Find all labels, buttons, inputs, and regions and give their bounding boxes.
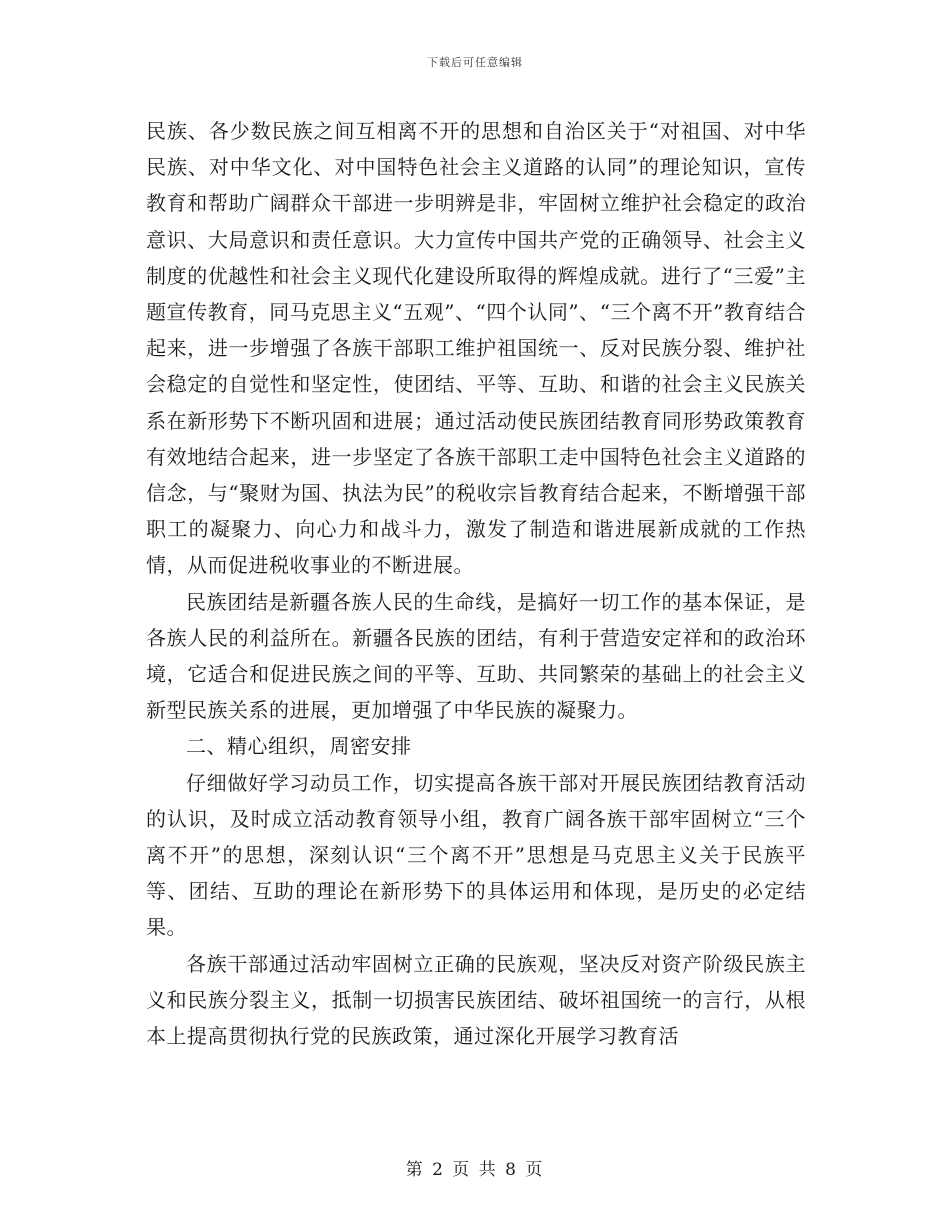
paragraph-1: 民族、各少数民族之间互相离不开的思想和自治区关于“对祖国、对中华民族、对中华文化、对中国特色社会主义道路的认同”的理论知识，宣传教育和帮助广阔群众干部进一步明辨是非，牢固树立维护社会稳定的政治意识、大局意识和责任意识。大力宣传中国共产党的正确领导、社会主义制度的优越性和社会主义现代化建设所取得的辉煌成就。进行了“三爱”主题宣传教育，同马克思主义“五观”、“四个认同”、“三个离不开”教育结合起来，进一步增强了各族干部职工维护祖国统一、反对民族分裂、维护社会稳定的自觉性和坚定性，使团结、平等、互助、和谐的社会主义民族关系在新形势下不断巩固和进展；通过活动使民族团结教育同形势政策教育有效地结合起来，进一步坚定了各族干部职工走中国特色社会主义道路的信念，与“聚财为国、执法为民”的税收宗旨教育结合起来，不断增强干部职工的凝聚力、向心力和战斗力，激发了制造和谐进展新成就的工作热情，从而促进税收事业的不断进展。 — [146, 119, 806, 578]
page-number: 第 2 页 共 8 页 — [405, 1160, 545, 1180]
document-body — [146, 113, 806, 1054]
paragraph-2: 民族团结是新疆各族人民的生命线，是搞好一切工作的基本保证，是各族人民的利益所在。新疆各民族的团结，有利于营造安定祥和的政治环境，它适合和促进民族之间的平等、互助、共同繁荣的基础上的社会主义新型民族关系的进展，更加增强了中华民族的凝聚力。 — [146, 589, 806, 723]
page-header-note: 下载后可任意编辑 — [427, 56, 523, 69]
paragraph-3: 仔细做好学习动员工作，切实提高各族干部对开展民族团结教育活动的认识，及时成立活动教育领导小组，教育广阔各族干部牢固树立“三个离不开”的思想，深刻认识“三个离不开”思想是马克思主义关于民族平等、团结、互助的理论在新形势下的具体运用和体现，是历史的必定结果。 — [146, 770, 806, 940]
section-heading: 二、精心组织，周密安排 — [186, 734, 412, 759]
paragraph-4: 各族干部通过活动牢固树立正确的民族观，坚决反对资产阶级民族主义和民族分裂主义，抵制一切损害民族团结、破坏祖国统一的言行，从根本上提高贯彻执行党的民族政策，通过深化开展学习教育活 — [146, 951, 806, 1049]
